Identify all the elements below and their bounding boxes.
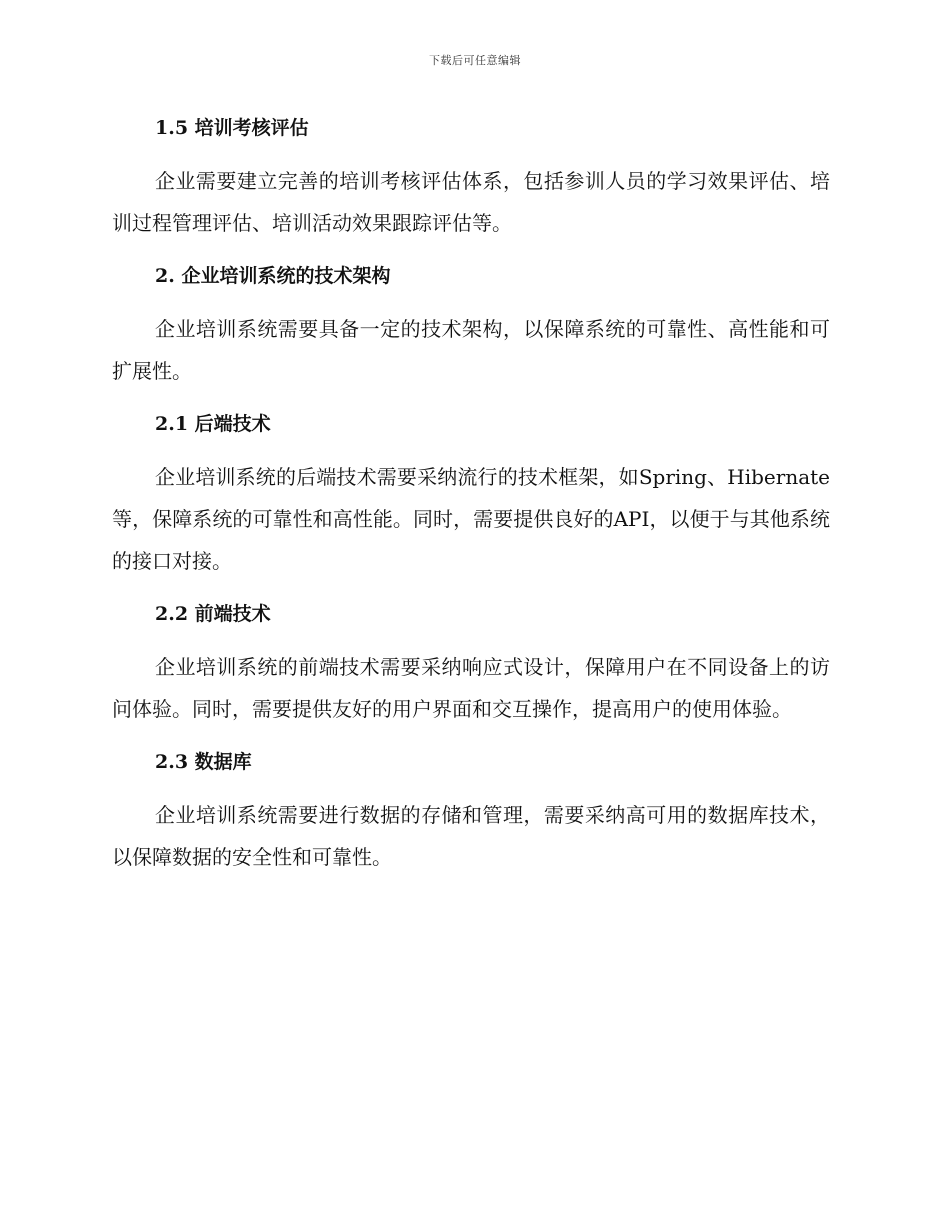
section-title-1-5: 1.5 培训考核评估 xyxy=(155,117,309,139)
section-body-2-3: 企业培训系统需要进行数据的存储和管理，需要采纳高可用的数据库技术，以保障数据的安全性和可靠性。 xyxy=(112,803,830,869)
document-body xyxy=(112,108,830,890)
section-body-2-2: 企业培训系统的前端技术需要采纳响应式设计，保障用户在不同设备上的访问体验。同时，需要提供友好的用户界面和交互操作，提高用户的使用体验。 xyxy=(112,655,830,721)
section-title-2: 2. 企业培训系统的技术架构 xyxy=(155,265,391,287)
header-note: 下载后可任意编辑 xyxy=(429,54,521,67)
section-body-2: 企业培训系统需要具备一定的技术架构，以保障系统的可靠性、高性能和可扩展性。 xyxy=(112,317,830,383)
section-title-2-2: 2.2 前端技术 xyxy=(155,603,271,625)
section-title-2-3: 2.3 数据库 xyxy=(155,751,252,773)
section-body-1-5: 企业需要建立完善的培训考核评估体系，包括参训人员的学习效果评估、培训过程管理评估、培训活动效果跟踪评估等。 xyxy=(112,169,830,235)
section-body-2-1: 企业培训系统的后端技术需要采纳流行的技术框架，如Spring、Hibernate等，保障系统的可靠性和高性能。同时，需要提供良好的API，以便于与其他系统的接口对接。 xyxy=(112,465,830,573)
section-title-2-1: 2.1 后端技术 xyxy=(155,413,271,435)
